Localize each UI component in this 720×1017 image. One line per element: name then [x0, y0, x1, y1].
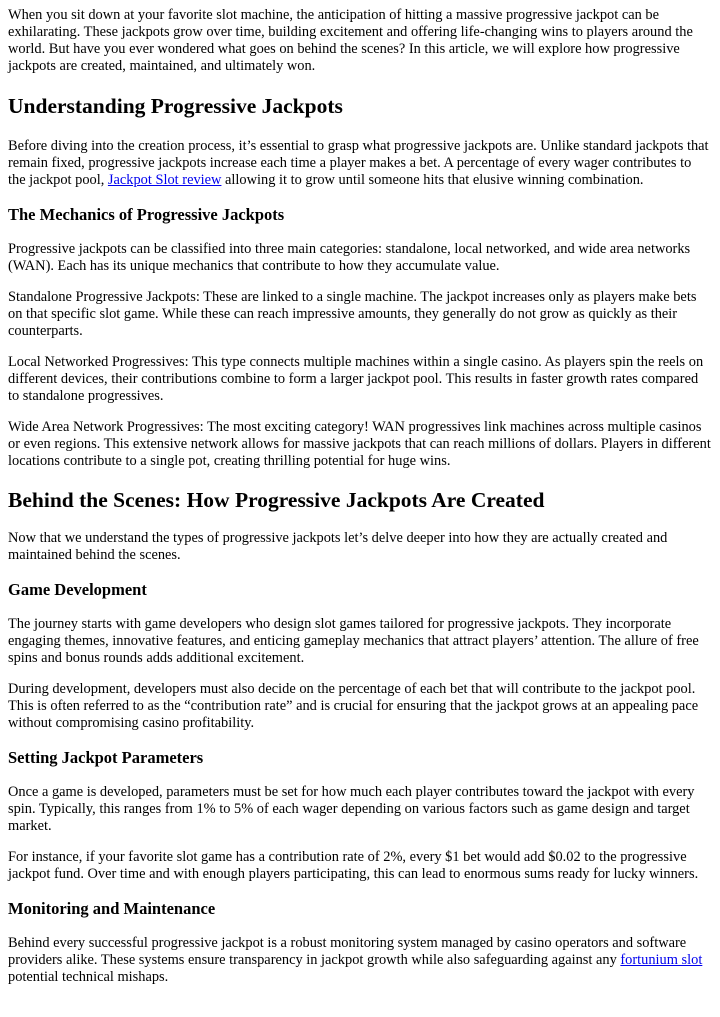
- jackpot-slot-review-link[interactable]: Jackpot Slot review: [107, 172, 222, 188]
- text-segment: Before diving into the creation process, it’s essential to grasp what progressive jackpots are. Unlike standard jackpots that remain fixed, progressive jackpots increase each time a player makes a bet. A percentage of every wager contributes to the jackpot pool,: [8, 138, 709, 188]
- fortunium-slot-link[interactable]: fortunium slot: [620, 952, 703, 968]
- text-segment: Behind every successful progressive jackpot is a robust monitoring system managed by casino operators and software providers alike. These systems ensure transparency in jackpot growth while also safeguarding against any: [8, 935, 687, 968]
- heading-jackpot-parameters: Setting Jackpot Parameters: [8, 748, 204, 767]
- text-segment: potential technical mishaps.: [8, 969, 169, 985]
- paragraph-standalone: Standalone Progressive Jackpots: These are linked to a single machine. The jackpot increases only as players make bets on that specific slot game. While these can reach impressive amounts, they generally do not grow as quickly as their counterparts.: [8, 289, 697, 339]
- paragraph-behind-the-scenes: Now that we understand the types of progressive jackpots let’s delve deeper into how they are actually created and maintained behind the scenes.: [8, 530, 668, 563]
- text-segment: allowing it to grow until someone hits that elusive winning combination.: [221, 172, 644, 188]
- paragraph-game-development-1: The journey starts with game developers who design slot games tailored for progressive jackpots. They incorporate engaging themes, innovative features, and enticing gameplay mechanics that attract players’ attention. The allure of free spins and bonus rounds adds additional excitement.: [8, 616, 699, 666]
- heading-mechanics: The Mechanics of Progressive Jackpots: [8, 205, 285, 224]
- paragraph-parameters-2: For instance, if your favorite slot game has a contribution rate of 2%, every $1 bet would add $0.02 to the progressive jackpot fund. Over time and with enough players participating, this can lead to enormous sums ready for lucky winners.: [8, 849, 699, 882]
- heading-game-development: Game Development: [8, 580, 147, 599]
- heading-understanding: Understanding Progressive Jackpots: [8, 94, 343, 118]
- heading-monitoring: Monitoring and Maintenance: [8, 899, 216, 918]
- intro-paragraph: When you sit down at your favorite slot machine, the anticipation of hitting a massive progressive jackpot can be exhilarating. These jackpots grow over time, building excitement and offering life-changing wins to players around the world. But have you ever wondered what goes on behind the scenes? In this article, we will explore how progressive jackpots are created, maintained, and ultimately won.: [8, 7, 693, 74]
- paragraph-local-networked: Local Networked Progressives: This type connects multiple machines within a single casino. As players spin the reels on different devices, their contributions combine to form a larger jackpot pool. This results in faster growth rates compared to standalone progressives.: [8, 354, 704, 404]
- paragraph-mechanics: Progressive jackpots can be classified into three main categories: standalone, local networked, and wide area networks (WAN). Each has its unique mechanics that contribute to how they accumulate value.: [8, 241, 691, 274]
- paragraph-parameters-1: Once a game is developed, parameters must be set for how much each player contributes toward the jackpot with every spin. Typically, this ranges from 1% to 5% of each wager depending on various factors such as game design and target market.: [8, 784, 695, 834]
- paragraph-understanding: [8, 138, 712, 189]
- heading-behind-the-scenes: Behind the Scenes: How Progressive Jackpots Are Created: [8, 488, 545, 512]
- paragraph-game-development-2: During development, developers must also decide on the percentage of each bet that will contribute to the jackpot pool. This is often referred to as the “contribution rate” and is crucial for ensuring that the jackpot grows at an appealing pace without compromising casino profitability.: [8, 681, 699, 731]
- paragraph-wan: Wide Area Network Progressives: The most exciting category! WAN progressives link machines across multiple casinos or even regions. This extensive network allows for massive jackpots that can reach millions of dollars. Players in different locations contribute to a single pot, creating thrilling potential for huge wins.: [8, 419, 711, 469]
- paragraph-monitoring: [8, 935, 712, 986]
